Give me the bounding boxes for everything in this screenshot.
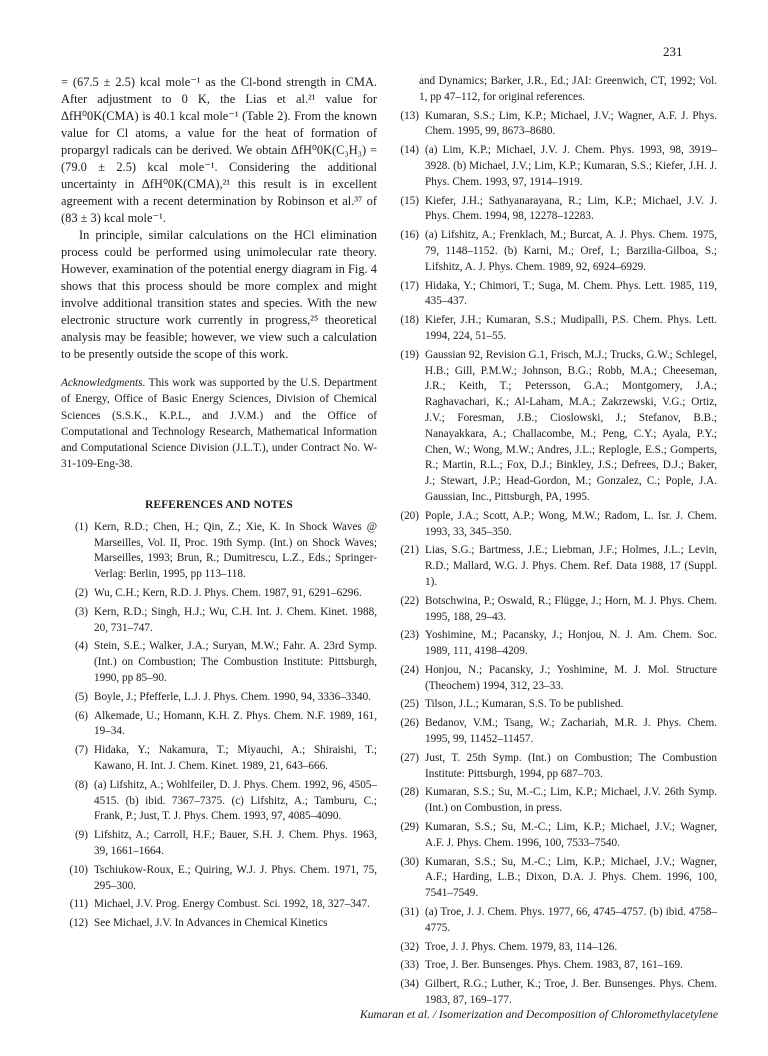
- reference-number: (6): [74, 709, 88, 722]
- reference-text: (a) Lim, K.P.; Michael, J.V. J. Chem. Phys. 1993, 98, 3919–3928. (b) Michael, J.V.; Lim, K.P.; Kumaran, S.S.; Kiefer, J.H. J. Phys. Chem. 1993, 97, 1914–1919.: [425, 144, 717, 188]
- reference-item: [392, 855, 717, 902]
- acknowledgments-text: This work was supported by the U.S. Department of Energy, Office of Basic Energy Sciences, Division of Chemical Sciences (S.S.K., K.P.L., and J.V.M.) and the Office of Computational and Technology Research, Mathematical Information and Computational Science Division (J.L.T.), under Contract No. W-31-109-Eng-38.: [61, 377, 377, 471]
- reference-text: Kiefer, J.H.; Sathyanarayana, R.; Lim, K.P.; Michael, J.V. J. Phys. Chem. 1994, 98, 12278–12283.: [425, 194, 717, 223]
- reference-number: (24): [400, 663, 419, 676]
- reference-item: [392, 594, 717, 626]
- reference-number: (13): [400, 109, 419, 122]
- running-footer: Kumaran et al. / Isomerization and Decomposition of Chloromethylacetylene: [360, 1008, 718, 1021]
- right-column: [392, 74, 717, 1012]
- reference-text: Hidaka, Y.; Nakamura, T.; Miyauchi, A.; Shiraishi, T.; Kawano, H. Int. J. Chem. Kinet. 1989, 21, 643–666.: [94, 744, 377, 772]
- reference-item: [61, 690, 377, 706]
- reference-text: Honjou, N.; Pacansky, J.; Yoshimine, M. J. Mol. Structure (Theochem) 1994, 312, 23–33.: [425, 663, 717, 692]
- reference-item: [392, 313, 717, 345]
- reference-number: (12): [69, 917, 88, 930]
- reference-item: [392, 940, 717, 956]
- reference-item: [392, 785, 717, 817]
- reference-number: (11): [69, 898, 88, 911]
- reference-item: [392, 905, 717, 937]
- references-list-left: [61, 520, 377, 932]
- body-paragraph-1: = (67.5 ± 2.5) kcal mole⁻¹ as the Cl-bond strength in CMA. After adjustment to 0 K, the Lias et al.²¹ value for ΔfH⁰0K(CMA) is 40.1 kcal mole⁻¹ (Table 2). From the known value for Cl atoms, a value for the heat of formation of propargyl radicals can be derived. We obtain ΔfH⁰0K(C₃H₃) = (79.0 ± 2.5) kcal mole⁻¹. Considering the additional uncertainty in ΔfH⁰0K(CMA),²¹ this result is in excellent agreement with a recent determination by Robinson et al.³⁷ of (83 ± 3) kcal mole⁻¹.: [61, 75, 377, 225]
- reference-item: [392, 977, 717, 1009]
- reference-text: Kumaran, S.S.; Su, M.-C.; Lim, K.P.; Michael, J.V. 26th Symp. (Int.) on Combustion, in press.: [425, 786, 717, 815]
- reference-text: Tilson, J.L.; Kumaran, S.S. To be published.: [425, 698, 624, 711]
- reference-text: Yoshimine, M.; Pacansky, J.; Honjou, N. J. Am. Chem. Soc. 1989, 111, 4198–4209.: [425, 629, 717, 658]
- reference-text: Pople, J.A.; Scott, A.P.; Wong, M.W.; Radom, L. Isr. J. Chem. 1993, 33, 345–350.: [425, 509, 717, 538]
- reference-text: Gilbert, R.G.; Luther, K.; Troe, J. Ber. Bunsenges. Phys. Chem. 1983, 87, 169–177.: [425, 978, 717, 1007]
- reference-number: (30): [400, 855, 419, 868]
- reference-number: (34): [400, 978, 419, 991]
- reference-number: (23): [400, 629, 419, 642]
- reference-text: See Michael, J.V. In Advances in Chemical Kinetics: [94, 917, 328, 930]
- reference-number: (10): [69, 863, 88, 876]
- reference-item: [392, 143, 717, 190]
- reference-text: Gaussian 92, Revision G.1, Frisch, M.J.; Trucks, G.W.; Schlegel, H.B.; Gill, P.M.W.; Johnson, B.G.; Robb, M.A.; Cheeseman, J.R.; Keith, T.; Petersson, G.A.; Montgomery, J.A.; Raghavachari, K.; Al-Laham, M.A.; Zakrzewski, V.G.; Ortiz, J.V.; Foresman, J.B.; Cioslowski, J.; Stefanov, B.B.; Nanayakkara, A.; Challacombe, M.; Peng, C.Y.; Ayala, P.Y.; Chen, W.; Wong, M.W.; Andres, J.L.; Replogle, E.S.; Gomperts, R.; Martin, R.L.; Fox, D.J.; Binkley, J.S.; Defrees, D.J.; Baker, J.; Stewart, J.P.; Head-Gordon, M.; Gonzalez, C.; Pople, J.A. Gaussian, Inc., Pittsburgh, PA, 1995.: [425, 348, 717, 503]
- reference-number: (15): [400, 194, 419, 207]
- reference-item: [392, 663, 717, 695]
- reference-item: [61, 709, 377, 741]
- reference-item: [61, 828, 377, 860]
- reference-item: [392, 228, 717, 275]
- reference-number: (29): [400, 821, 419, 834]
- reference-item: [61, 520, 377, 583]
- reference-number: (28): [400, 786, 419, 799]
- reference-number: (3): [74, 605, 88, 618]
- reference-item: [392, 716, 717, 748]
- reference-number: (16): [400, 229, 419, 242]
- reference-text: Bedanov, V.M.; Tsang, W.; Zachariah, M.R. J. Phys. Chem. 1995, 99, 11452–11457.: [425, 717, 717, 746]
- reference-item: [392, 348, 717, 506]
- reference-text: (a) Lifshitz, A.; Wohlfeiler, D. J. Phys. Chem. 1992, 96, 4505–4515. (b) ibid. 7367–7375. (c) Lifshitz, A.; Tamburu, C.; Frank, P.; Just, T. J. Phys. Chem. 1993, 97, 4085–4090.: [94, 778, 377, 823]
- page-number: 231: [663, 44, 683, 59]
- reference-number: (14): [400, 144, 419, 157]
- reference-item: [392, 697, 717, 713]
- body-paragraph-2: In principle, similar calculations on the HCl elimination process could be performed using unimolecular rate theory. However, examination of the potential energy diagram in Fig. 4 shows that this process should be more complex and might involve additional transition states and species. With the new electronic structure work currently in progress,²⁵ theoretical analysis may be feasible; however, we view such a calculation to be presently outside the scope of this work.: [61, 228, 377, 361]
- reference-text: Alkemade, U.; Homann, K.H. Z. Phys. Chem. N.F. 1989, 161, 19–34.: [94, 709, 377, 738]
- reference-item: [392, 958, 717, 974]
- reference-number: (19): [400, 348, 419, 361]
- references-list-right: [392, 109, 717, 1009]
- reference-text: Michael, J.V. Prog. Energy Combust. Sci. 1992, 18, 327–347.: [94, 898, 370, 911]
- reference-item: [61, 639, 377, 686]
- reference-item: [392, 194, 717, 226]
- reference-number: (27): [400, 751, 419, 764]
- reference-item: [392, 109, 717, 141]
- reference-number: (17): [400, 279, 419, 292]
- reference-item: [392, 820, 717, 852]
- acknowledgments: [61, 375, 377, 473]
- acknowledgments-label: Acknowledgments.: [61, 377, 146, 389]
- left-column: [61, 74, 377, 935]
- reference-text: Kumaran, S.S.; Su, M.-C.; Lim, K.P.; Michael, J.V.; Wagner, A.F.; Harding, L.B.; Dixon, D.A. J. Phys. Chem. 1996, 100, 7541–7549.: [425, 855, 717, 900]
- reference-item: [392, 751, 717, 783]
- reference-item: [392, 543, 717, 590]
- reference-text: Lias, S.G.; Bartmess, J.E.; Liebman, J.F.; Holmes, J.L.; Levin, R.D.; Mallard, W.G. J. Phys. Chem. Ref. Data 1988, 17 (Suppl. 1).: [425, 544, 717, 588]
- reference-number: (21): [400, 544, 419, 557]
- reference-item: [61, 605, 377, 637]
- reference-continuation: and Dynamics; Barker, J.R., Ed.; JAI: Greenwich, CT, 1992; Vol. 1, pp 47–112, for original references.: [419, 75, 717, 103]
- reference-number: (22): [400, 594, 419, 607]
- reference-number: (33): [400, 959, 419, 972]
- reference-item: [392, 628, 717, 660]
- reference-item: [61, 586, 377, 602]
- reference-item: [61, 778, 377, 825]
- reference-text: Lifshitz, A.; Carroll, H.F.; Bauer, S.H. J. Chem. Phys. 1963, 39, 1661–1664.: [94, 829, 377, 857]
- reference-text: Troe, J. J. Phys. Chem. 1979, 83, 114–126.: [425, 940, 618, 953]
- reference-text: Boyle, J.; Pfefferle, L.J. J. Phys. Chem. 1990, 94, 3336–3340.: [94, 690, 371, 703]
- reference-item: [61, 916, 377, 932]
- reference-number: (25): [400, 698, 419, 711]
- reference-text: Troe, J. Ber. Bunsenges. Phys. Chem. 1983, 87, 161–169.: [425, 959, 683, 972]
- reference-item: [61, 897, 377, 913]
- reference-number: (26): [400, 717, 419, 730]
- reference-item: [392, 509, 717, 541]
- reference-text: Kumaran, S.S.; Lim, K.P.; Michael, J.V.; Wagner, A.F. J. Phys. Chem. 1995, 99, 8673–8680.: [425, 109, 717, 138]
- reference-number: (5): [74, 690, 88, 703]
- reference-number: (9): [74, 829, 88, 842]
- reference-item: [61, 743, 377, 775]
- reference-number: (4): [74, 640, 88, 653]
- reference-text: Kumaran, S.S.; Su, M.-C.; Lim, K.P.; Michael, J.V.; Wagner, A.F. J. Phys. Chem. 1996, 100, 7533–7540.: [425, 821, 717, 849]
- reference-text: Kiefer, J.H.; Kumaran, S.S.; Mudipalli, P.S. Chem. Phys. Lett. 1994, 224, 51–55.: [425, 314, 717, 342]
- reference-number: (31): [400, 906, 419, 919]
- reference-text: Tschiukow-Roux, E.; Quiring, W.J. J. Phys. Chem. 1971, 75, 295–300.: [94, 863, 377, 892]
- reference-number: (2): [74, 586, 88, 599]
- reference-text: Just, T. 25th Symp. (Int.) on Combustion; The Combustion Institute: Pittsburgh, 1994, pp 687–703.: [425, 751, 717, 780]
- reference-number: (20): [400, 509, 419, 522]
- reference-item: [61, 863, 377, 895]
- reference-text: Stein, S.E.; Walker, J.A.; Suryan, M.W.; Fahr. A. 23rd Symp. (Int.) on Combustion; The Combustion Institute: Pittsburgh, 1990, pp 85–90.: [94, 640, 377, 684]
- reference-number: (8): [74, 778, 88, 791]
- reference-number: (18): [400, 314, 419, 327]
- references-heading: REFERENCES AND NOTES: [145, 498, 293, 511]
- reference-number: (7): [74, 744, 88, 757]
- reference-text: Botschwina, P.; Oswald, R.; Flügge, J.; Horn, M. J. Phys. Chem. 1995, 188, 29–43.: [425, 594, 717, 623]
- reference-text: (a) Lifshitz, A.; Frenklach, M.; Burcat, A. J. Phys. Chem. 1975, 79, 1148–1152. (b) Karni, M.; Oref, I.; Barzilia-Gilboa, S.; Lifshitz, A. J. Phys. Chem. 1989, 92, 6924–6929.: [425, 229, 717, 273]
- reference-text: Hidaka, Y.; Chimori, T.; Suga, M. Chem. Phys. Lett. 1985, 119, 435–437.: [425, 279, 717, 308]
- reference-text: Wu, C.H.; Kern, R.D. J. Phys. Chem. 1987, 91, 6291–6296.: [94, 586, 362, 599]
- reference-number: (32): [400, 940, 419, 953]
- reference-text: (a) Troe, J. J. Chem. Phys. 1977, 66, 4745–4757. (b) ibid. 4758–4775.: [425, 906, 717, 934]
- reference-text: Kern, R.D.; Singh, H.J.; Wu, C.H. Int. J. Chem. Kinet. 1988, 20, 731–747.: [94, 605, 377, 634]
- reference-text: Kern, R.D.; Chen, H.; Qin, Z.; Xie, K. In Shock Waves @ Marseilles, Vol. II, Proc. 19th Symp. (Int.) on Shock Waves; Marseilles, 1993; Brun, R.; Dumitrescu, L.Z., Eds.; Springer-Verlag: Berlin, 1995, pp 113–118.: [94, 520, 377, 581]
- reference-item: [392, 279, 717, 311]
- reference-number: (1): [74, 520, 88, 533]
